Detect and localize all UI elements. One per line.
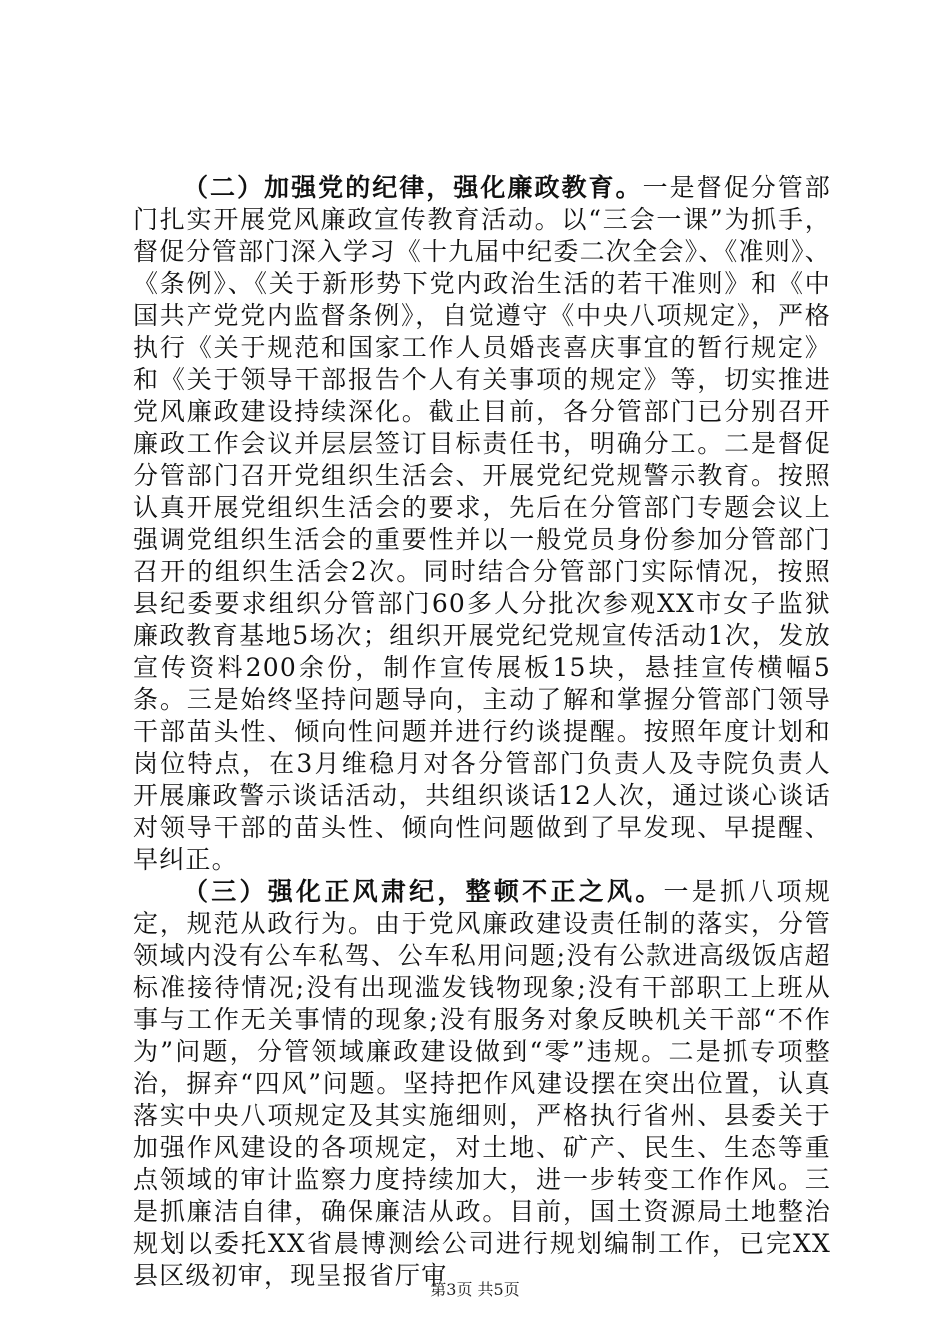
paragraph-discipline-education [133, 172, 831, 876]
paragraph-heading: （三）强化正风肃纪，整顿不正之风。 [183, 877, 664, 906]
paragraph-heading: （二）加强党的纪律，强化廉政教育。 [183, 173, 643, 202]
paragraph-rectify-conduct [133, 876, 831, 1292]
paragraph-text: 一是抓八项规定，规范从政行为。由于党风廉政建设责任制的落实，分管领域内没有公车私驾、公车私用问题;没有公款进高级饭店超标准接待情况;没有出现滥发钱物现象;没有干部职工上班从事与工作无关事情的现象;没有服务对象反映机关干部“不作为”问题，分管领域廉政建设做到“零”违规。二是抓专项整治，摒弃“四风”问题。坚持把作风建设摆在突出位置，认真落实中央八项规定及其实施细则，严格执行省州、县委关于加强作风建设的各项规定，对土地、矿产、民生、生态等重点领域的审计监察力度持续加大，进一步转变工作作风。三是抓廉洁自律，确保廉洁从政。目前，国土资源局土地整治规划以委托XX省晨博测绘公司进行规划编制工作，已完XX县区级初审，现呈报省厅审 [133, 877, 832, 1290]
page-footer: 第3页 共5页 [430, 1280, 520, 1299]
document-body [133, 172, 831, 1292]
paragraph-text: 一是督促分管部门扎实开展党风廉政宣传教育活动。以“三会一课”为抓手，督促分管部门深入学习《十九届中纪委二次全会》、《准则》、《条例》、《关于新形势下党内政治生活的若干准则》和《中国共产党党内监督条例》，自觉遵守《中央八项规定》，严格执行《关于规范和国家工作人员婚丧喜庆事宜的暂行规定》和《关于领导干部报告个人有关事项的规定》等，切实推进党风廉政建设持续深化。截止目前，各分管部门已分别召开廉政工作会议并层层签订目标责任书，明确分工。二是督促分管部门召开党组织生活会、开展党纪党规警示教育。按照认真开展党组织生活会的要求，先后在分管部门专题会议上强调党组织生活会的重要性并以一般党员身份参加分管部门召开的组织生活会2次。同时结合分管部门实际情况，按照县纪委要求组织分管部门60多人分批次参观XX市女子监狱廉政教育基地5场次；组织开展党纪党规宣传活动1次，发放宣传资料200余份，制作宣传展板15块，悬挂宣传横幅5条。三是始终坚持问题导向，主动了解和掌握分管部门领导干部苗头性、倾向性问题并进行约谈提醒。按照年度计划和岗位特点，在3月维稳月对各分管部门负责人及寺院负责人开展廉政警示谈话活动，共组织谈话12人次，通过谈心谈话对领导干部的苗头性、倾向性问题做到了早发现、早提醒、早纠正。 [133, 173, 831, 874]
